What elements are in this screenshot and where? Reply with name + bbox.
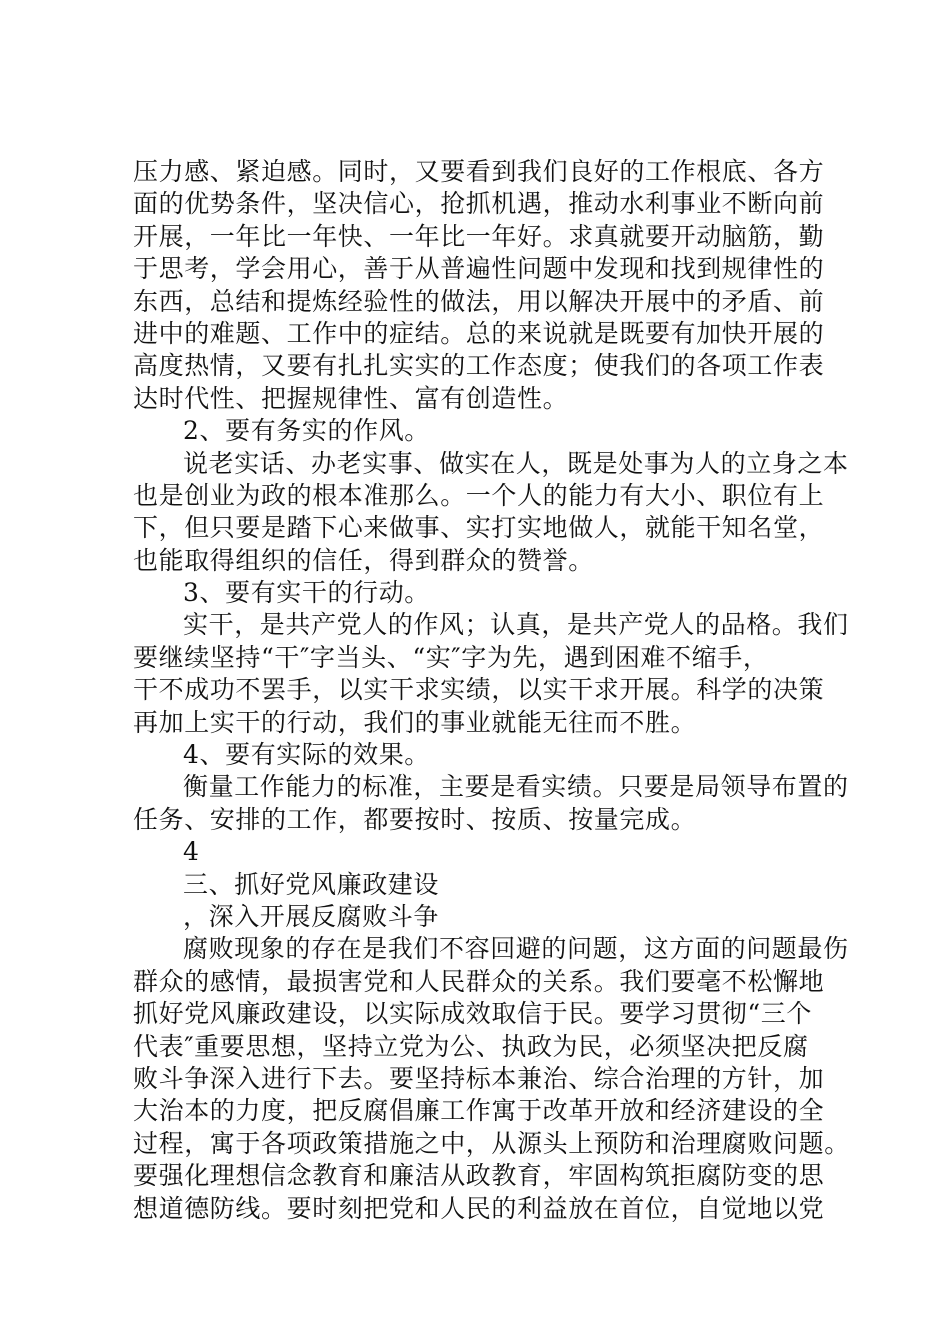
text-line: 任务、安排的工作，都要按时、按质、按量完成。 bbox=[133, 804, 697, 834]
text-line: 抓好党风廉政建设，以实际成效取信于民。要学习贯彻“三个 bbox=[133, 999, 812, 1029]
text-line: 面的优势条件，坚决信心，抢抓机遇，推动水利事业不断向前 bbox=[133, 189, 825, 219]
text-line: 4 bbox=[183, 837, 200, 867]
text-line: 说老实话、办老实事、做实在人，既是处事为人的立身之本 bbox=[183, 448, 849, 478]
text-line: 大治本的力度，把反腐倡廉工作寓于改革开放和经济建设的全 bbox=[133, 1096, 825, 1126]
text-line: 高度热情，又要有扎扎实实的工作态度；使我们的各项工作表 bbox=[133, 351, 825, 381]
text-line: 想道德防线。要时刻把党和人民的利益放在首位，自觉地以党 bbox=[133, 1193, 825, 1223]
text-line: 败斗争深入进行下去。要坚持标本兼治、综合治理的方针，加 bbox=[133, 1063, 825, 1093]
text-line: 进中的难题、工作中的症结。总的来说就是既要有加快开展的 bbox=[133, 318, 825, 348]
text-line: 三、抓好党风廉政建设 bbox=[183, 869, 440, 899]
text-line: 3、要有实干的行动。 bbox=[183, 578, 430, 608]
text-line: 干不成功不罢手，以实干求实绩，以实干求开展。科学的决策 bbox=[133, 675, 825, 705]
text-line: 实干，是共产党人的作风；认真，是共产党人的品格。我们 bbox=[183, 610, 849, 640]
text-line: 代表″重要思想，坚持立党为公、执政为民，必须坚决把反腐 bbox=[133, 1031, 809, 1061]
text-line: 过程，寓于各项政策措施之中，从源头上预防和治理腐败问题。 bbox=[133, 1128, 850, 1158]
text-line: 腐败现象的存在是我们不容回避的问题，这方面的问题最伤 bbox=[183, 934, 849, 964]
text-line: 于思考，学会用心，善于从普遍性问题中发现和找到规律性的 bbox=[133, 254, 825, 284]
text-line: 群众的感情，最损害党和人民群众的关系。我们要毫不松懈地 bbox=[133, 966, 825, 996]
text-line: 也能取得组织的信任，得到群众的赞誉。 bbox=[133, 545, 594, 575]
text-line: 东西，总结和提炼经验性的做法，用以解决开展中的矛盾、前 bbox=[133, 286, 825, 316]
text-line: 4、要有实际的效果。 bbox=[183, 740, 430, 770]
text-line: 下，但只要是踏下心来做事、实打实地做人，就能干知名堂， bbox=[133, 513, 825, 543]
text-line: ，深入开展反腐败斗争 bbox=[183, 901, 440, 931]
body-text bbox=[133, 156, 850, 1225]
text-line: 达时代性、把握规律性、富有创造性。 bbox=[133, 383, 569, 413]
text-line: 再加上实干的行动，我们的事业就能无往而不胜。 bbox=[133, 707, 697, 737]
text-line: 也是创业为政的根本准那么。一个人的能力有大小、职位有上 bbox=[133, 480, 825, 510]
text-line: 要继续坚持“干″字当头、“实″字为先，遇到困难不缩手， bbox=[133, 642, 769, 672]
text-line: 衡量工作能力的标准，主要是看实绩。只要是局领导布置的 bbox=[183, 772, 849, 802]
text-line: 压力感、紧迫感。同时，又要看到我们良好的工作根底、各方 bbox=[133, 157, 825, 186]
text-line: 开展，一年比一年快、一年比一年好。求真就要开动脑筋，勤 bbox=[133, 221, 825, 251]
text-line: 2、要有务实的作风。 bbox=[183, 416, 430, 446]
text-line: 要强化理想信念教育和廉洁从政教育，牢固构筑拒腐防变的思 bbox=[133, 1161, 825, 1191]
